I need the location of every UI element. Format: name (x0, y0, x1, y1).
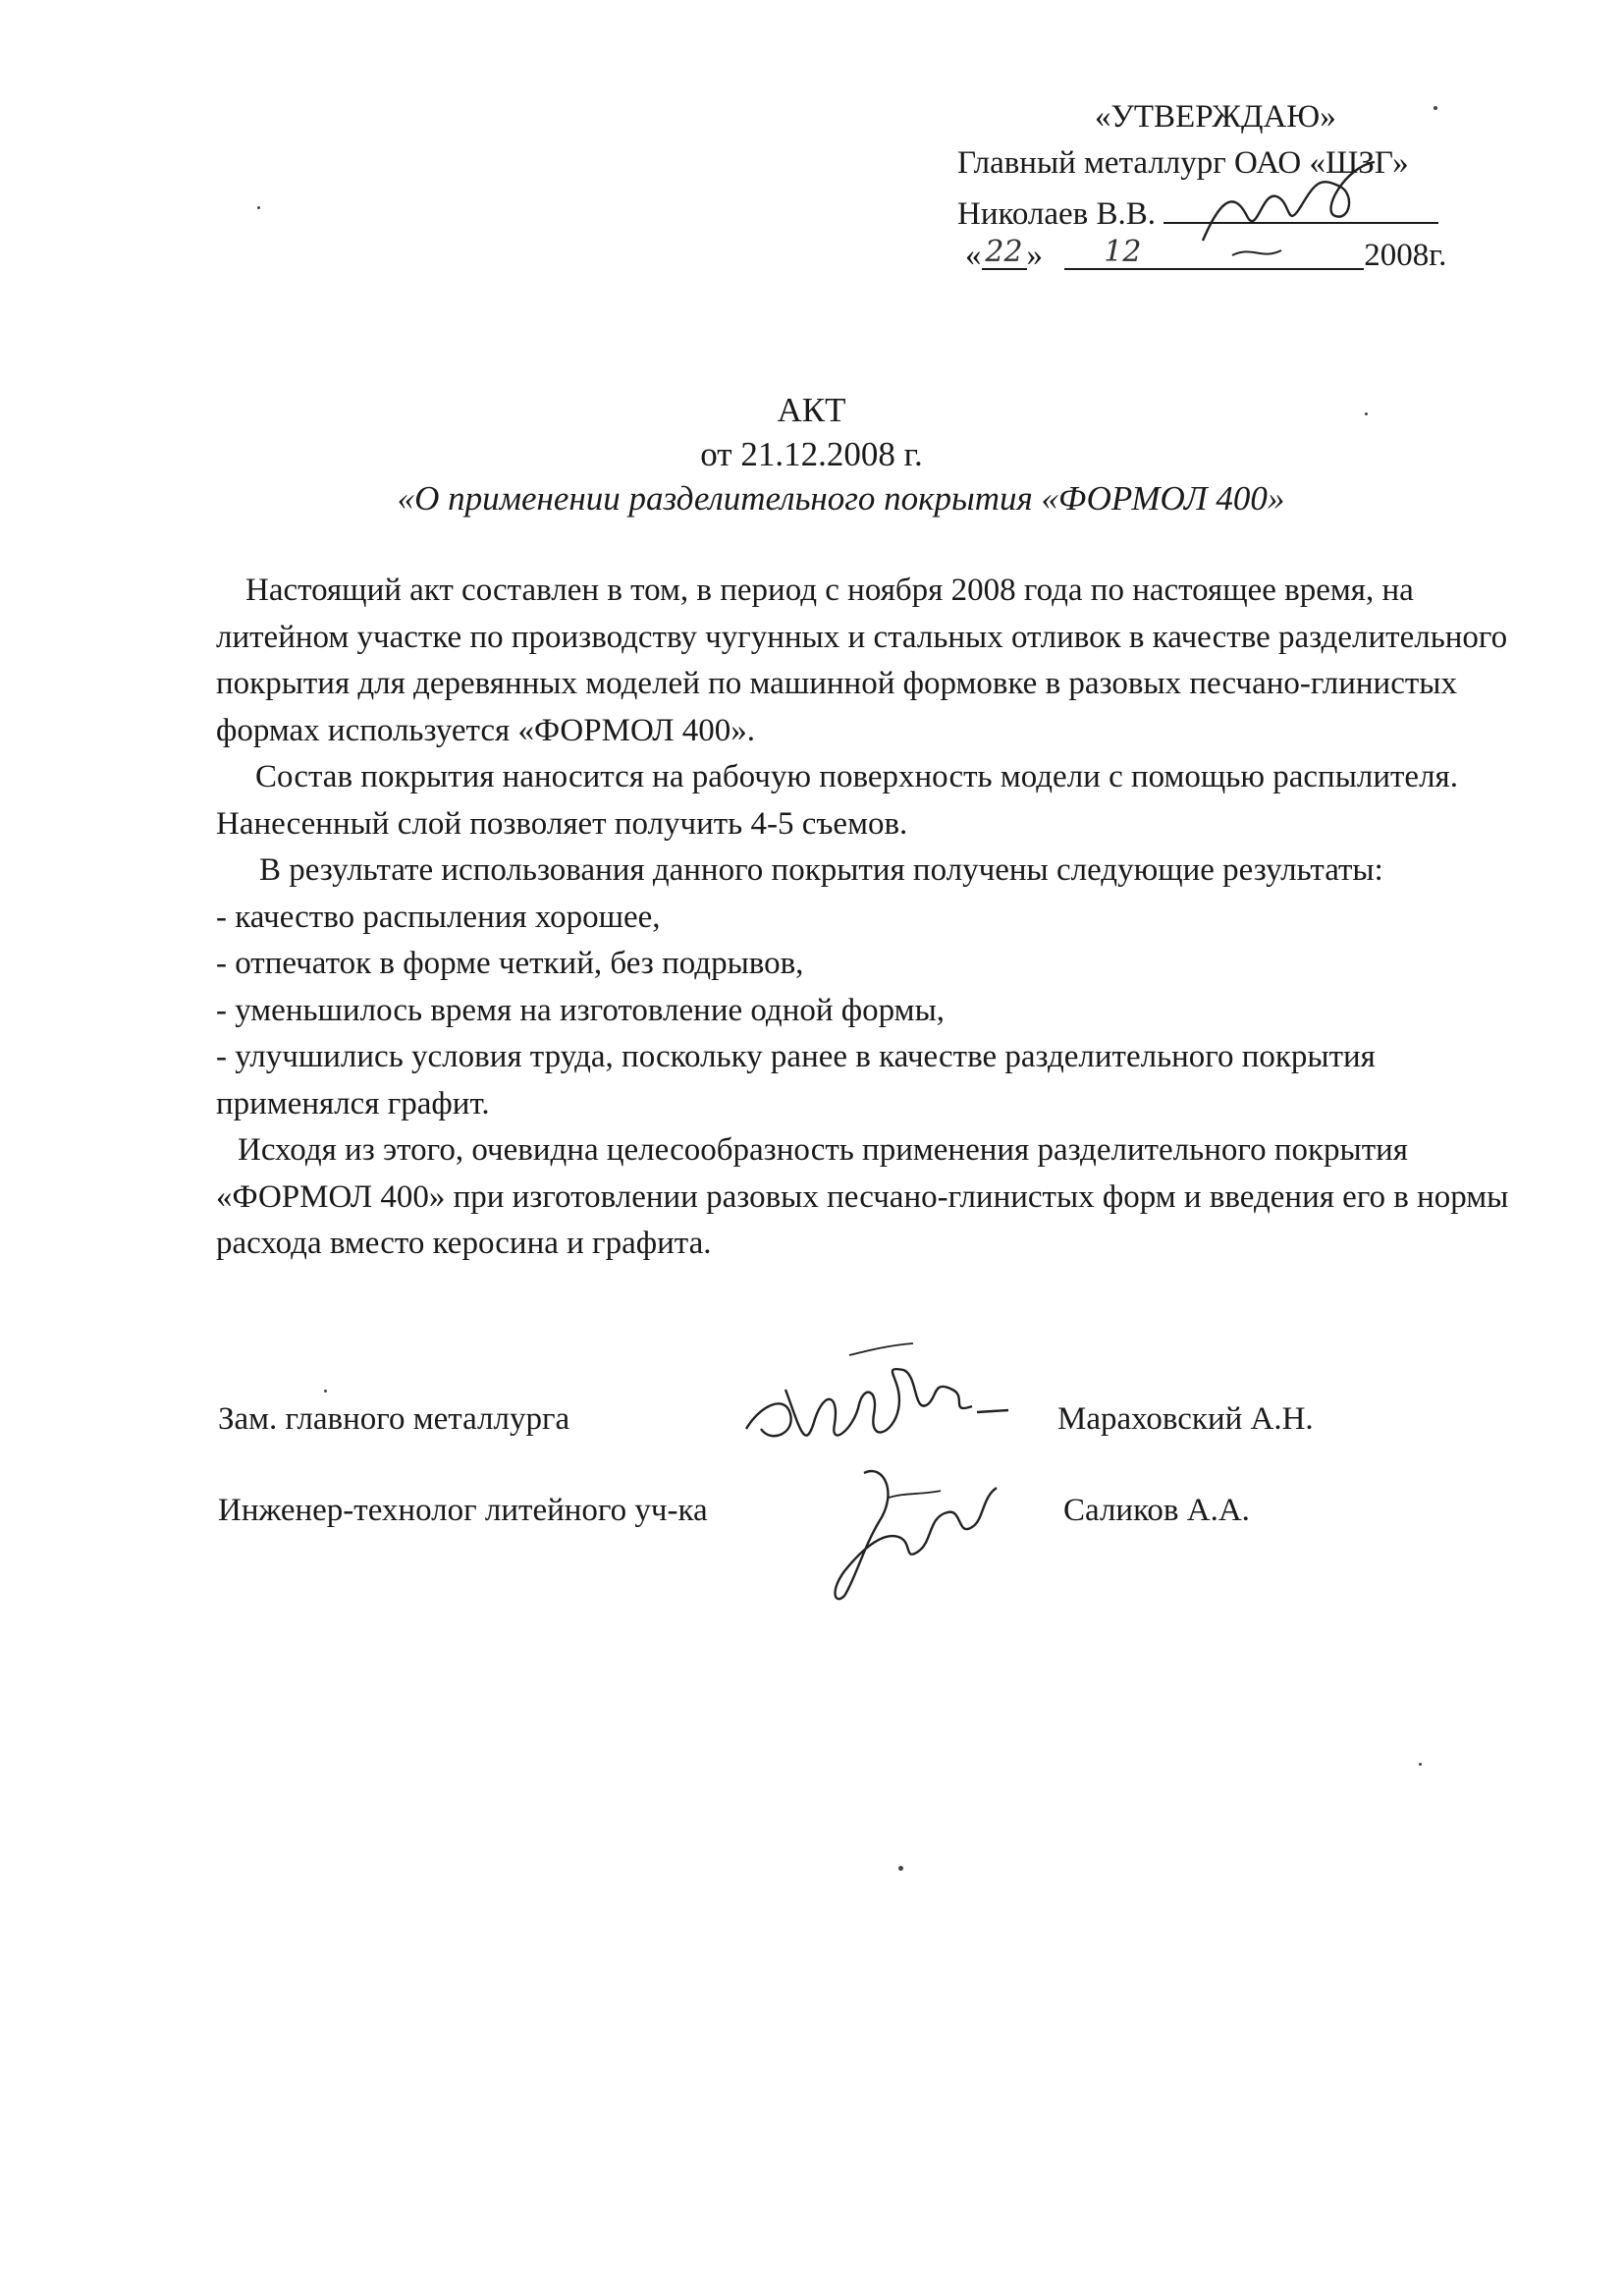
scan-speck (898, 1866, 903, 1871)
approval-title: «УТВЕРЖДАЮ» (1095, 99, 1336, 135)
paragraph: В результате использования данного покрытия получены следующие результаты: (259, 852, 1383, 888)
doc-subject: «О применении разделительного покрытия «ФОРМОЛ 400» (397, 479, 1285, 518)
approver-name: Николаев В.В. (957, 196, 1157, 232)
scan-speck (1419, 1763, 1422, 1766)
approver-position: Главный металлург ОАО «ШЗГ» (957, 145, 1409, 181)
document-title (0, 388, 1623, 520)
signer-position: Зам. главного металлурга (218, 1401, 570, 1437)
scan-speck (257, 206, 260, 209)
scan-speck (324, 1390, 327, 1393)
signer-name: Мараховский А.Н. (1057, 1401, 1314, 1437)
date-month: 12 (1104, 235, 1142, 269)
date-day: 22 (985, 235, 1023, 269)
scan-speck (1365, 412, 1368, 415)
date-open-quote: « (965, 238, 982, 273)
date-year: 2008г. (1364, 238, 1447, 273)
result-item: - отпечаток в форме четкий, без подрывов, (216, 946, 804, 981)
scan-speck (1434, 106, 1437, 110)
conclusion: Исходя из этого, очевидна целесообразность применения разделительного покрытия «ФОРМОЛ 400» при изготовлении разовых песчано-глинистых форм и введения его в нормы расхода вместо керосина и графита. (216, 1132, 1509, 1261)
approver-signature (1193, 147, 1389, 265)
result-item: - улучшились условия труда, поскольку ранее в качестве разделительного покрытия применялся графит. (216, 1039, 1376, 1121)
doc-type: АКТ (777, 391, 846, 429)
result-item: - качество распыления хорошее, (216, 899, 661, 935)
engineer-signature (825, 1453, 1011, 1611)
signer-position: Инженер-технолог литейного уч-ка (218, 1493, 708, 1528)
doc-date: от 21.12.2008 г. (700, 435, 923, 473)
signer-name: Саликов А.А. (1063, 1493, 1250, 1528)
result-item: - уменьшилось время на изготовление одной формы, (216, 992, 945, 1028)
document-body (216, 568, 1512, 1268)
date-day-field (982, 233, 1027, 270)
date-close-quote: » (1026, 238, 1043, 273)
paragraph: Настоящий акт составлен в том, в период с ноября 2008 года по настоящее время, на литейном участке по производству чугунных и стальных отливок в качестве разделительного покрытия для деревянных моделей по машинной формовке в разовых песчано-глинистых формах используется «ФОРМОЛ 400». (216, 573, 1508, 748)
paragraph: Состав покрытия наносится на рабочую поверхность модели с помощью распылителя. Нанесенный слой позволяет получить 4-5 съемов. (216, 759, 1458, 842)
